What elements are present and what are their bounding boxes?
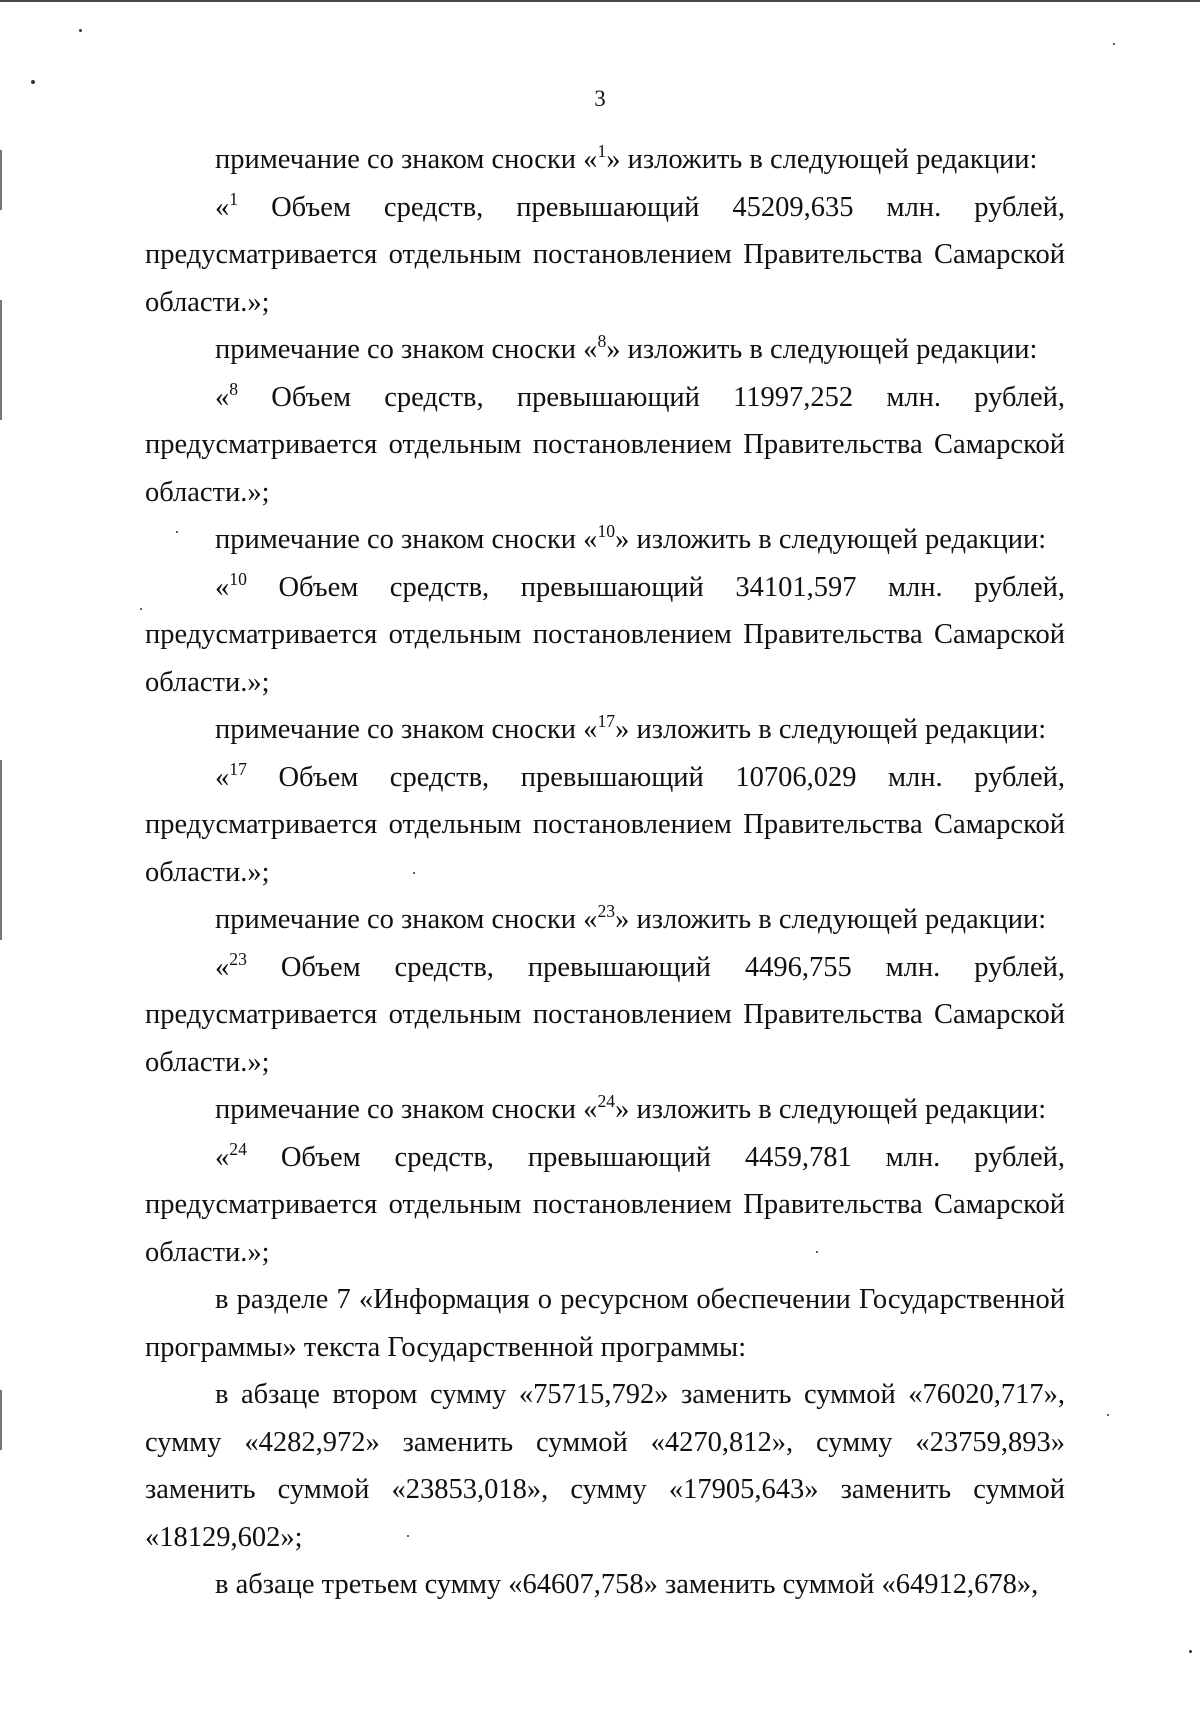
note-intro bbox=[145, 326, 1065, 374]
note-text bbox=[145, 184, 1065, 327]
document-body bbox=[145, 136, 1065, 1609]
note-intro-before: примечание со знаком сноски « bbox=[215, 334, 598, 365]
footnote-mark: 8 bbox=[597, 331, 607, 352]
quote-open: « bbox=[215, 1141, 230, 1173]
scan-top-edge bbox=[0, 0, 1200, 2]
footnote-mark: 23 bbox=[597, 901, 616, 922]
footnote-mark: 17 bbox=[597, 711, 616, 732]
quote-open: « bbox=[215, 761, 230, 793]
note-intro-before: примечание со знаком сноски « bbox=[215, 1094, 598, 1125]
quote-open: « bbox=[215, 951, 230, 983]
note-intro-before: примечание со знаком сноски « bbox=[215, 144, 598, 175]
paragraph-second-amendment: в абзаце втором сумму «75715,792» заменить суммой «76020,717», сумму «4282,972» заменить суммой «4270,812», сумму «23759,893» заменить суммой «23853,018», сумму «17905,643» заменить суммой «18129,602»; bbox=[145, 1379, 1065, 1553]
note-text bbox=[145, 754, 1065, 897]
note-intro bbox=[145, 1086, 1065, 1134]
scan-left-edge-mark bbox=[0, 150, 2, 210]
footnote-mark: 1 bbox=[597, 141, 607, 162]
quote-open: « bbox=[215, 191, 230, 223]
scan-speck bbox=[1113, 43, 1115, 45]
scan-speck bbox=[140, 608, 142, 610]
note-intro-before: примечание со знаком сноски « bbox=[215, 524, 598, 555]
scan-left-edge-mark bbox=[0, 1390, 2, 1450]
footnote-mark: 10 bbox=[229, 568, 247, 589]
footnote-mark: 10 bbox=[597, 521, 616, 542]
quote-open: « bbox=[215, 571, 230, 603]
scan-speck bbox=[79, 29, 82, 32]
footnote-mark: 23 bbox=[229, 948, 247, 969]
note-text bbox=[145, 374, 1065, 517]
scan-left-edge-mark bbox=[0, 300, 2, 420]
note-intro-before: примечание со знаком сноски « bbox=[215, 904, 598, 935]
note-quote-text: Объем средств, превышающий 34101,597 млн. рублей, предусматривается отдельным постановлением Правительства Самарской области.»; bbox=[145, 571, 1065, 698]
note-quote-text: Объем средств, превышающий 4459,781 млн. рублей, предусматривается отдельным постановлением Правительства Самарской области.»; bbox=[145, 1141, 1065, 1268]
scan-left-edge-mark bbox=[0, 760, 2, 940]
note-quote-text: Объем средств, превышающий 11997,252 млн. рублей, предусматривается отдельным постановлением Правительства Самарской области.»; bbox=[145, 381, 1065, 508]
section-intro: в разделе 7 «Информация о ресурсном обеспечении Государственной программы» текста Государственной программы: bbox=[145, 1284, 1065, 1363]
paragraph-third-amendment: в абзаце третьем сумму «64607,758» заменить суммой «64912,678», bbox=[215, 1569, 1039, 1600]
scan-speck bbox=[1189, 1650, 1192, 1653]
note-quote-text: Объем средств, превышающий 10706,029 млн. рублей, предусматривается отдельным постановлением Правительства Самарской области.»; bbox=[145, 761, 1065, 888]
page-number: 3 bbox=[594, 86, 606, 111]
scan-speck bbox=[31, 80, 35, 84]
footnote-mark: 24 bbox=[229, 1138, 247, 1159]
footnote-mark: 8 bbox=[229, 378, 239, 399]
note-intro bbox=[145, 896, 1065, 944]
quote-open: « bbox=[215, 381, 230, 413]
note-quote-text: Объем средств, превышающий 4496,755 млн. рублей, предусматривается отдельным постановлением Правительства Самарской области.»; bbox=[145, 951, 1065, 1078]
note-text bbox=[145, 944, 1065, 1087]
footnote-mark: 24 bbox=[597, 1091, 616, 1112]
note-intro bbox=[145, 516, 1065, 564]
note-intro-before: примечание со знаком сноски « bbox=[215, 714, 598, 745]
note-quote-text: Объем средств, превышающий 45209,635 млн. рублей, предусматривается отдельным постановлением Правительства Самарской области.»; bbox=[145, 191, 1065, 318]
note-intro-after: » изложить в следующей редакции: bbox=[615, 524, 1047, 555]
note-intro-after: » изложить в следующей редакции: bbox=[615, 714, 1047, 745]
note-text bbox=[145, 1134, 1065, 1277]
note-intro-after: » изложить в следующей редакции: bbox=[606, 334, 1038, 365]
scan-speck bbox=[1107, 1414, 1109, 1416]
footnote-mark: 17 bbox=[229, 758, 247, 779]
note-intro-after: » изложить в следующей редакции: bbox=[615, 1094, 1047, 1125]
note-intro bbox=[145, 136, 1065, 184]
note-text bbox=[145, 564, 1065, 707]
note-intro-after: » изложить в следующей редакции: bbox=[606, 144, 1038, 175]
note-intro-after: » изложить в следующей редакции: bbox=[615, 904, 1047, 935]
note-intro bbox=[145, 706, 1065, 754]
footnote-mark: 1 bbox=[229, 188, 239, 209]
